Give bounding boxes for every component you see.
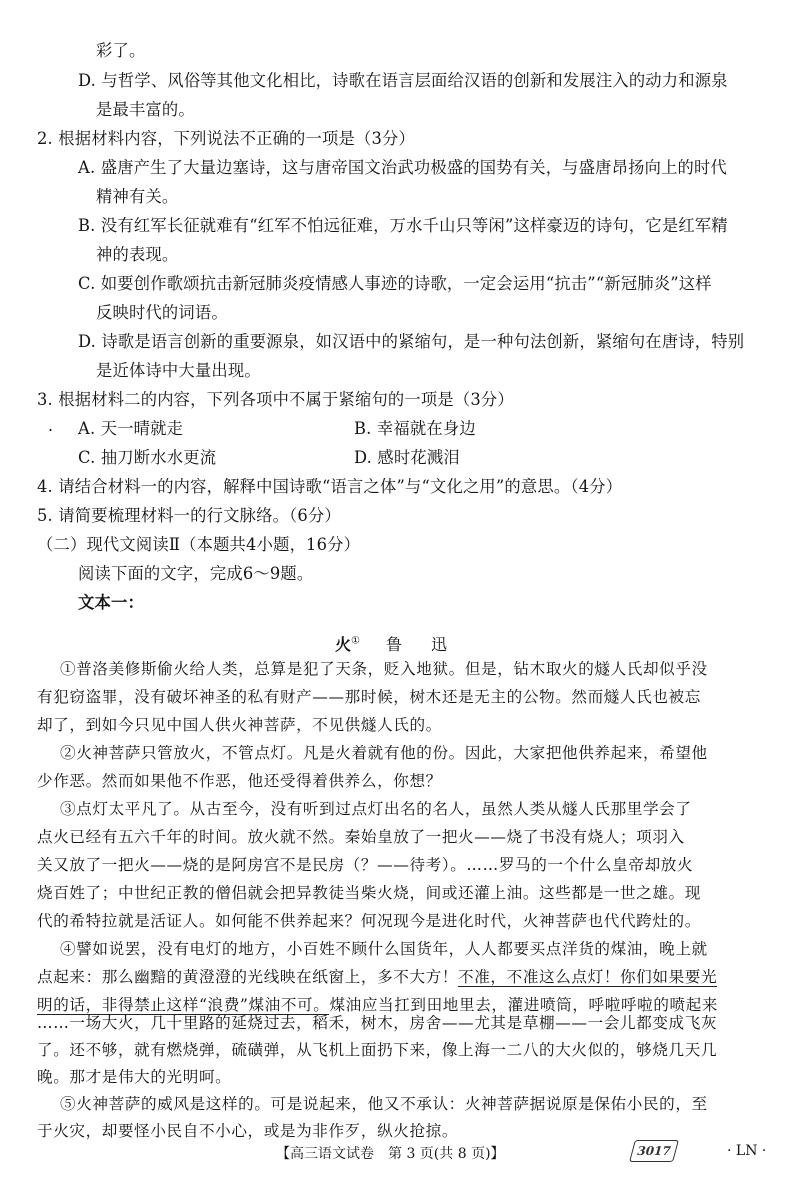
exam-code: · LN ·: [727, 1143, 767, 1159]
option-d: D. 诗歌是语言创新的重要源泉，如汉语中的紧缩句，是一种句法创新，紧缩句在唐诗，特别: [78, 332, 745, 351]
paragraph-2: ②火神菩萨只管放火，不管点灯。凡是火着就有他的份。因此，大家把他供养起来，希望他: [60, 744, 708, 762]
paragraph-5: ⑤火神菩萨的威风是这样的。可是说起来，他又不承认：火神菩萨据说原是保佑小民的，至: [60, 1095, 708, 1113]
option-b: B. 没有红军长征就难有“红军不怕远征难，万水千山只等闲”这样豪迈的诗句，它是红军精: [78, 216, 728, 235]
option-d: D. 感时花溅泪: [354, 448, 460, 467]
option-b: B. 幸福就在身边: [354, 419, 476, 438]
page-indicator: 【高三语文试卷 第 3 页(共 8 页)】: [276, 1146, 505, 1162]
text-line: 是近体诗中大量出现。: [96, 361, 261, 380]
text-line: 晚。那才是伟大的光明呵。: [37, 1068, 232, 1086]
text-line: 彩了。: [96, 41, 146, 60]
underlined-text: 不准，不准这么点灯！你们如果要光: [458, 968, 718, 986]
underlined-text: 明的话，非得禁止这样“浪费”煤油不可。: [37, 996, 330, 1014]
instruction: 阅读下面的文字，完成6～9题。: [78, 564, 314, 583]
paragraph-1: ①普洛美修斯偷火给人类，总算是犯了天条，贬入地狱。但是，钻木取火的燧人氏却似乎没: [60, 660, 708, 678]
text-label: 文本一：: [78, 593, 144, 612]
question-5: 5. 请简要梳理材料一的行文脉络。（6分）: [37, 506, 341, 525]
essay-title: [0, 632, 794, 655]
option-c: C. 抽刀断水水更流: [78, 448, 217, 467]
text-line: 少作恶。然而如果他不作恶，他还受得着供养么，你想？: [37, 772, 442, 790]
question-3: 3. 根据材料二的内容，下列各项中不属于紧缩句的一项是（3分）: [37, 390, 514, 409]
text-line: 关又放了一把火——烧的是阿房宫不是民房（？——待考）。……罗马的一个什么皇帝却放火: [37, 856, 694, 874]
page-footer: [0, 1143, 794, 1167]
question-2: 2. 根据材料内容，下列说法不正确的一项是（3分）: [37, 129, 415, 148]
paragraph-3: ③点灯太平凡了。从古至今，没有听到过点灯出名的名人，虽然人类从燧人氏那里学会了: [60, 800, 692, 818]
text-span: 煤油应当扛到田地里去，灌进喷筒，呼啦呼啦的喷起来: [329, 996, 719, 1014]
text-line: 反映时代的词语。: [96, 303, 228, 322]
text-line: 却了，到如今只见中国人供火神菩萨，不见供燧人氏的。: [37, 716, 442, 734]
option-a: A. 天一晴就走: [78, 419, 184, 438]
section-heading: （二）现代文阅读Ⅱ（本题共4小题，16分）: [37, 535, 361, 554]
margin-mark: .: [48, 416, 54, 435]
text-line: 有犯窃盗罪，没有破坏神圣的私有财产——那时候，树木还是无主的公物。然而燧人氏也被忘: [37, 688, 701, 706]
option-d: D. 与哲学、风俗等其他文化相比，诗歌在语言层面给汉语的创新和发展注入的动力和源泉: [78, 71, 728, 90]
text-line: 是最丰富的。: [96, 100, 195, 119]
text-line: 神的表现。: [96, 245, 179, 264]
question-4: 4. 请结合材料一的内容，解释中国诗歌“语言之体”与“文化之用”的意思。（4分）: [37, 477, 623, 496]
text-line: 于火灾，却要怪小民自不小心，或是为非作歹，纵火抢掠。: [37, 1122, 459, 1140]
text-span: 点起来：那么幽黯的黄澄澄的光线映在纸窗上，多不大方！: [37, 968, 459, 986]
text-line: 精神有关。: [96, 187, 179, 206]
footnote-marker: ①: [350, 635, 360, 647]
title-author: 鲁 迅: [385, 635, 460, 654]
text-line: 代的希特拉就是活证人。如何能不供养起来？何况现今是进化时代，火神菩萨也代代跨灶的。: [37, 912, 701, 930]
text-line: 了。还不够，就有燃烧弹，硫磺弹，从飞机上面扔下来，像上海一二八的大火似的，够烧几天几: [37, 1041, 718, 1059]
text-line: 烧百姓了；中世纪正教的僧侣就会把异教徒当柴火烧，间或还灌上油。这些都是一世之雄。现: [37, 884, 701, 902]
code-stamp: 3017: [629, 1140, 679, 1162]
option-c: C. 如要创作歌颂抗击新冠肺炎疫情感人事迹的诗歌，一定会运用“抗击”“新冠肺炎”这样: [78, 274, 712, 293]
paragraph-4: ④譬如说罢，没有电灯的地方，小百姓不顾什么国货年，人人都要买点洋货的煤油，晚上就: [60, 940, 708, 958]
title-name: 火: [334, 635, 351, 654]
text-line: ……一场大火，几十里路的延烧过去，稻禾，树木，房舍——尤其是草棚——一会儿都变成飞灰: [37, 1014, 718, 1032]
text-line: 点火已经有五六千年的时间。放火就不然。秦始皇放了一把火——烧了书没有烧人；项羽入: [37, 828, 685, 846]
text-line: [37, 966, 717, 988]
option-a: A. 盛唐产生了大量边塞诗，这与唐帝国文治武功极盛的国势有关，与盛唐昂扬向上的时代: [78, 158, 728, 177]
